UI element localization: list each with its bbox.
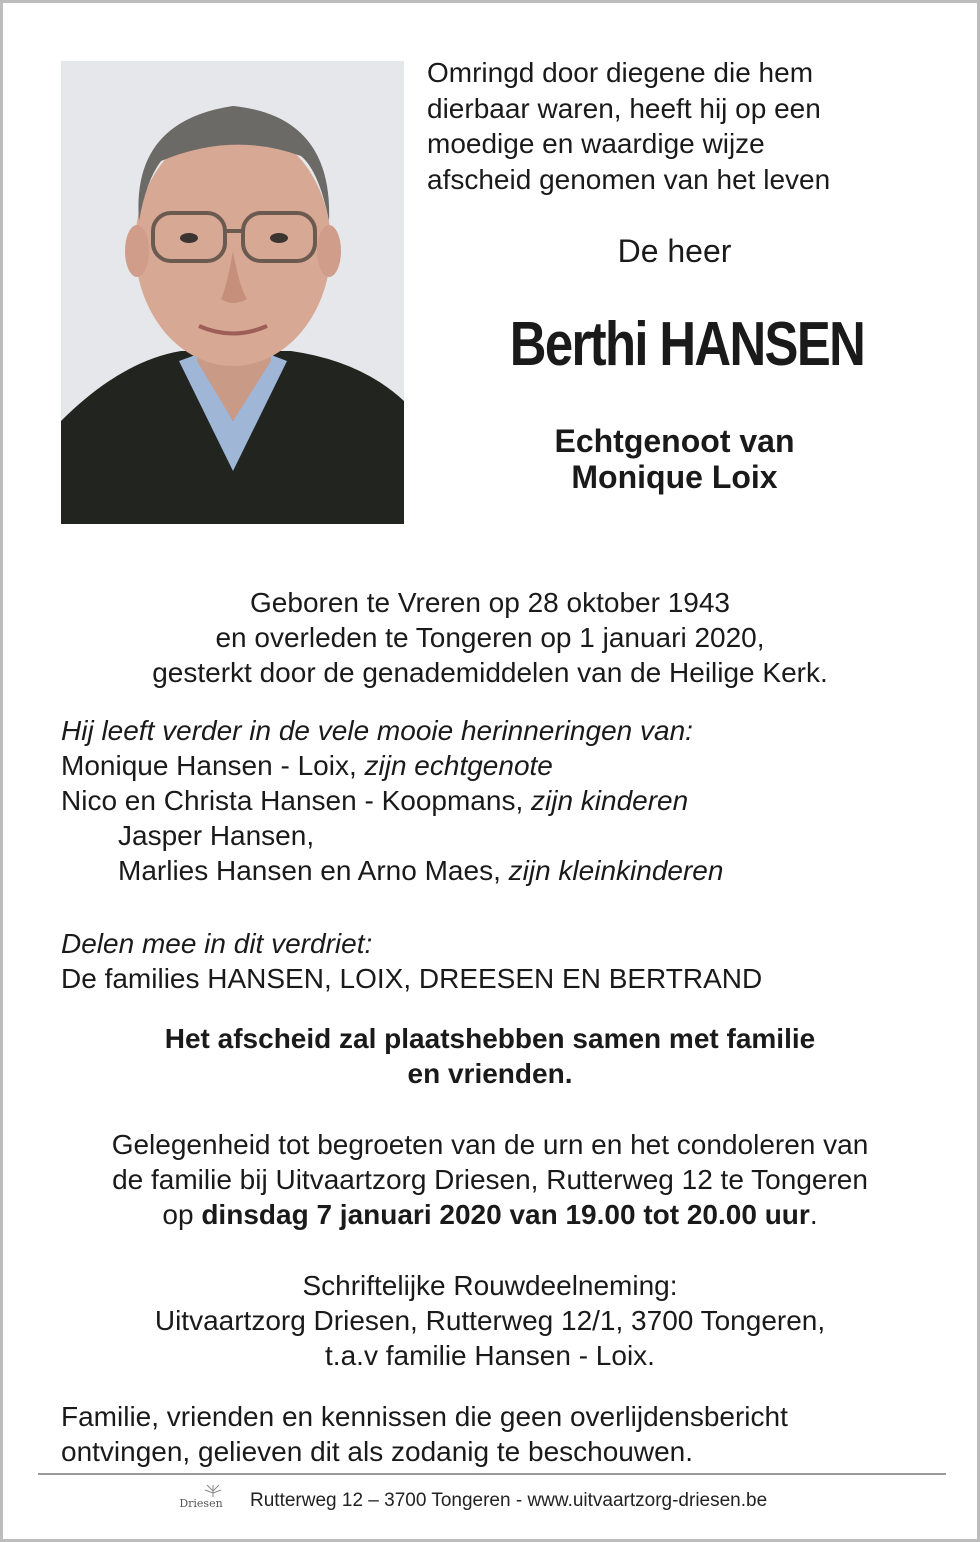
survived-line: Jasper Hansen, — [118, 820, 315, 851]
survived-line: Nico en Christa Hansen - Koopmans, zijn kinderen — [61, 785, 689, 816]
closing-line: Familie, vrienden en kennissen die geen overlijdensbericht — [61, 1401, 788, 1432]
written-line: Schriftelijke Rouwdeelneming: — [302, 1270, 678, 1301]
survived-line: Monique Hansen - Loix, zijn echtgenote — [61, 750, 553, 781]
written-line: t.a.v familie Hansen - Loix. — [325, 1340, 655, 1371]
survived-line: Marlies Hansen en Arno Maes, zijn kleinkinderen — [118, 855, 724, 886]
farewell-notice — [3, 1021, 977, 1091]
intro-line: Omringd door diegene die hem — [427, 57, 814, 88]
visit-line: op dinsdag 7 januari 2020 van 19.00 tot 20.00 uur. — [162, 1199, 818, 1230]
closing-note — [61, 1399, 941, 1469]
share-families: De families HANSEN, LOIX, DREESEN EN BERTRAND — [61, 963, 763, 994]
share-heading: Delen mee in dit verdriet: — [61, 928, 373, 959]
written-condolence-block — [3, 1268, 977, 1373]
farewell-line: Het afscheid zal plaatshebben samen met familie — [164, 1023, 816, 1054]
name-prefix: De heer — [617, 233, 732, 269]
birth-line: gesterkt door de genademiddelen van de Heilige Kerk. — [152, 657, 828, 688]
farewell-line: en vrienden. — [407, 1058, 573, 1089]
logo-text: Driesen — [179, 1497, 223, 1510]
intro-text — [427, 55, 947, 197]
closing-line: ontvingen, gelieven dit als zodanig te beschouwen. — [61, 1436, 693, 1467]
footer-address: Rutterweg 12 – 3700 Tongeren - www.uitvaartzorg-driesen.be — [250, 1490, 768, 1511]
spouse-line: Echtgenoot van — [554, 423, 795, 459]
visit-line: de familie bij Uitvaartzorg Driesen, Rutterweg 12 te Tongeren — [112, 1164, 868, 1195]
sharing-grief-block — [61, 926, 941, 996]
portrait-photo — [61, 61, 404, 524]
intro-line: moedige en waardige wijze — [427, 128, 765, 159]
birth-line: en overleden te Tongeren op 1 januari 2020, — [215, 622, 765, 653]
survived-by-block — [61, 713, 941, 888]
deceased-name: Berthi HANSEN — [509, 310, 865, 379]
intro-line: dierbaar waren, heeft hij op een — [427, 92, 821, 124]
portrait-illustration — [61, 61, 404, 524]
intro-line: afscheid genomen van het leven — [427, 163, 831, 195]
birth-death-block — [3, 585, 977, 690]
funeral-home-logo — [169, 1481, 233, 1523]
spouse-block — [427, 423, 922, 495]
footer-divider — [38, 1473, 946, 1475]
written-line: Uitvaartzorg Driesen, Rutterweg 12/1, 3700 Tongeren, — [154, 1305, 826, 1336]
spouse-line: Monique Loix — [571, 459, 778, 495]
visit-line: Gelegenheid tot begroeten van de urn en het condoleren van — [111, 1129, 869, 1160]
visitation-block — [3, 1127, 977, 1232]
birth-line: Geboren te Vreren op 28 oktober 1943 — [250, 587, 730, 618]
survived-heading: Hij leeft verder in de vele mooie herinneringen van: — [61, 715, 693, 746]
